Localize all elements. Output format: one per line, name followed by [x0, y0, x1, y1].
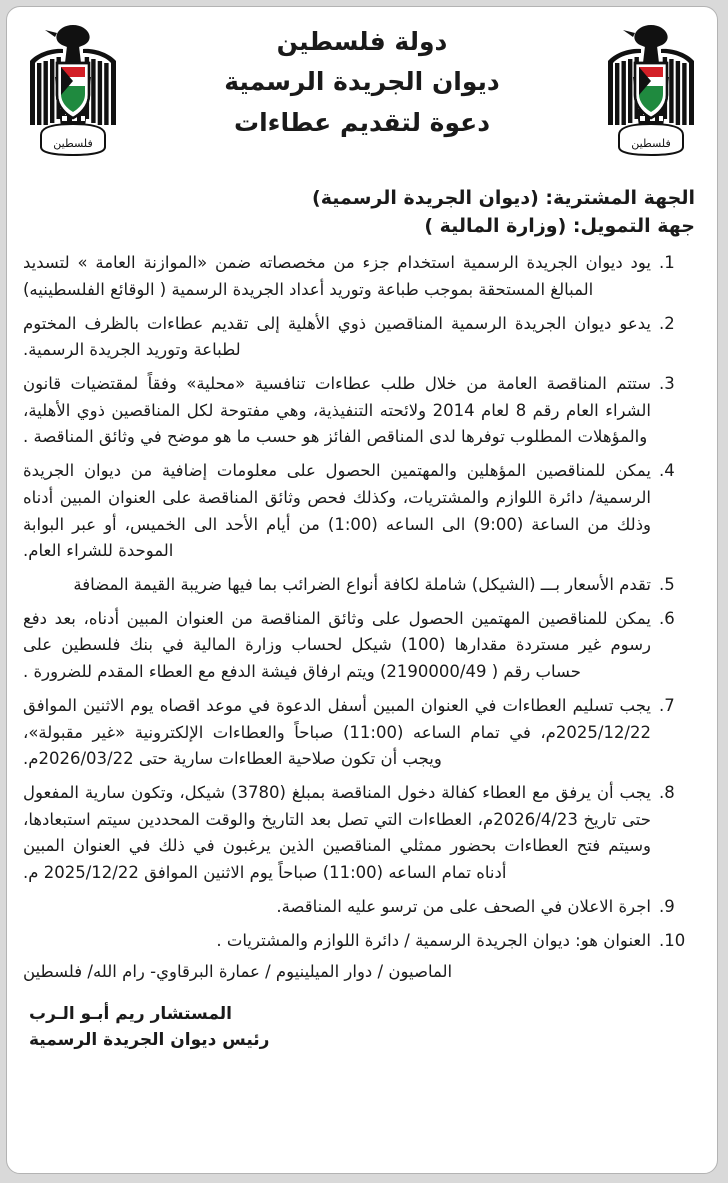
clause-item — [23, 458, 699, 565]
clause-text: يدعو ديوان الجريدة الرسمية المناقصين ذوي الأهلية إلى تقديم عطاءات بالظرف المختوم لطباعة وتوريد الجريدة الرسمية. — [23, 313, 651, 360]
signature-block — [29, 1002, 695, 1053]
clause-text: يمكن للمناقصين المهتمين الحصول على وثائق المناقصة من العنوان المبين أدناه، بعد دفع رسوم غير مستردة مقدارها (100) شيكل لحساب وزارة المالية في بنك فلسطين على حساب رقم ( 2190000/49) ويتم ارفاق فيشة الدفع مع العطاء المقدم للضرورة . — [23, 608, 651, 682]
clause-text: اجرة الاعلان في الصحف على من ترسو عليه المناقصة. — [276, 896, 651, 916]
clause-text: ستتم المناقصة العامة من خلال طلب عطاءات تنافسية «محلية» وفقاً لمقتضيات قانون الشراء العام رقم 8 لعام 2014 ولائحته التنفيذية، وهي مفتوحة لكل المناقصين ذوي الأهلية، والمؤهلات المطلوب توفرها لدى المناقص الفائز هو حسب ما هو موضح في وثائق المناقصة . — [23, 373, 651, 447]
clause-number: .8 — [659, 783, 675, 803]
document-header — [7, 7, 717, 179]
emblem-caption: فلسطين — [631, 137, 671, 150]
clause-number: .5 — [659, 575, 675, 594]
clause-text: يود ديوان الجريدة الرسمية استخدام جزء من مخصصاته ضمن «الموازنة العامة » لتسديد المبالغ المستحقة بموجب طباعة وتوريد أعداد الجريدة الرسمية ( الوقائع الفلسطينيه) — [23, 253, 651, 299]
funding-entity-label: جهة التمويل: (وزارة المالية ) — [424, 214, 695, 237]
signatory-position: رئيس ديوان الجريدة الرسمية — [29, 1029, 270, 1050]
clause-item — [23, 693, 699, 773]
clause-item — [23, 894, 699, 921]
palestine-eagle-emblem — [599, 19, 703, 169]
clause-text: يجب تسليم العطاءات في العنوان المبين أسفل الدعوة في موعد اقصاه يوم الاثنين الموافق 2025/12/22م، في تمام الساعه (11:00) صباحاً والعطاءات الإلكترونية «غير مقبولة»، ويجب أن تكون صلاحية العطاءات سارية حتى 2026/03/22م. — [23, 695, 651, 769]
clause-number: .10 — [659, 930, 686, 950]
clause-list — [23, 250, 699, 954]
clause-number: .7 — [659, 695, 675, 715]
clause-item — [23, 250, 699, 303]
purchasing-entity-label: الجهة المشترية: (ديوان الجريدة الرسمية) — [312, 187, 695, 209]
title-state: دولة فلسطين — [276, 27, 448, 56]
title-invitation: دعوة لتقديم عطاءات — [233, 107, 491, 137]
clause-item — [23, 311, 699, 364]
clause-text: يجب أن يرفق مع العطاء كفالة دخول المناقصة بمبلغ (3780) شيكل، وتكون سارية المفعول حتى تاريخ 2026/4/23م، العطاءات التي تصل بعد التاريخ والوقت المحددين سيتم استبعادها، وسيتم فتح العطاءات بحضور ممثلي المناقصين الذين يرغبون في ذلك في العنوان المبين أدناه تمام الساعه (11:00) صباحاً يوم الاثنين الموافق 2025/12/22 م. — [23, 783, 651, 883]
clause-text: تقدم الأسعار بـــ (الشيكل) شاملة لكافة أنواع الضرائب بما فيها ضريبة القيمة المضافة — [73, 575, 651, 594]
clause-item — [23, 572, 699, 599]
tender-announcement-page — [6, 6, 718, 1174]
signatory-name: المستشار ريم أبـو الـرب — [29, 1004, 232, 1025]
clause-number: .3 — [659, 373, 675, 393]
emblem-caption: فلسطين — [53, 137, 93, 150]
clause-number: .6 — [659, 608, 675, 628]
palestine-eagle-emblem — [21, 19, 125, 169]
title-authority: ديوان الجريدة الرسمية — [224, 67, 500, 97]
address-detail-line: الماصيون / دوار الميلينيوم / عمارة البرقاوي- رام الله/ فلسطين — [23, 962, 453, 982]
clause-number: .9 — [659, 896, 675, 916]
clause-item — [23, 928, 699, 955]
entity-info-block — [29, 185, 695, 240]
clause-item — [23, 371, 699, 451]
clause-number: .2 — [659, 313, 675, 333]
clause-number: .1 — [659, 253, 675, 273]
clause-item — [23, 780, 699, 887]
clause-text: يمكن للمناقصين المؤهلين والمهتمين الحصول على معلومات إضافية من ديوان الجريدة الرسمية/ دائرة اللوازم والمشتريات، وكذلك فحص وثائق المناقصة على العنوان المبين أدناه وذلك من الساعة (9:00) الى الساعه (1:00) من أيام الأحد الى الخميس، أو عبر البوابة الموحدة للشراء العام. — [23, 461, 652, 561]
clause-text: العنوان هو: ديوان الجريدة الرسمية / دائرة اللوازم والمشتريات . — [216, 930, 651, 950]
document-title-block — [137, 29, 587, 136]
clause-item — [23, 606, 699, 686]
clause-number: .4 — [659, 461, 675, 481]
